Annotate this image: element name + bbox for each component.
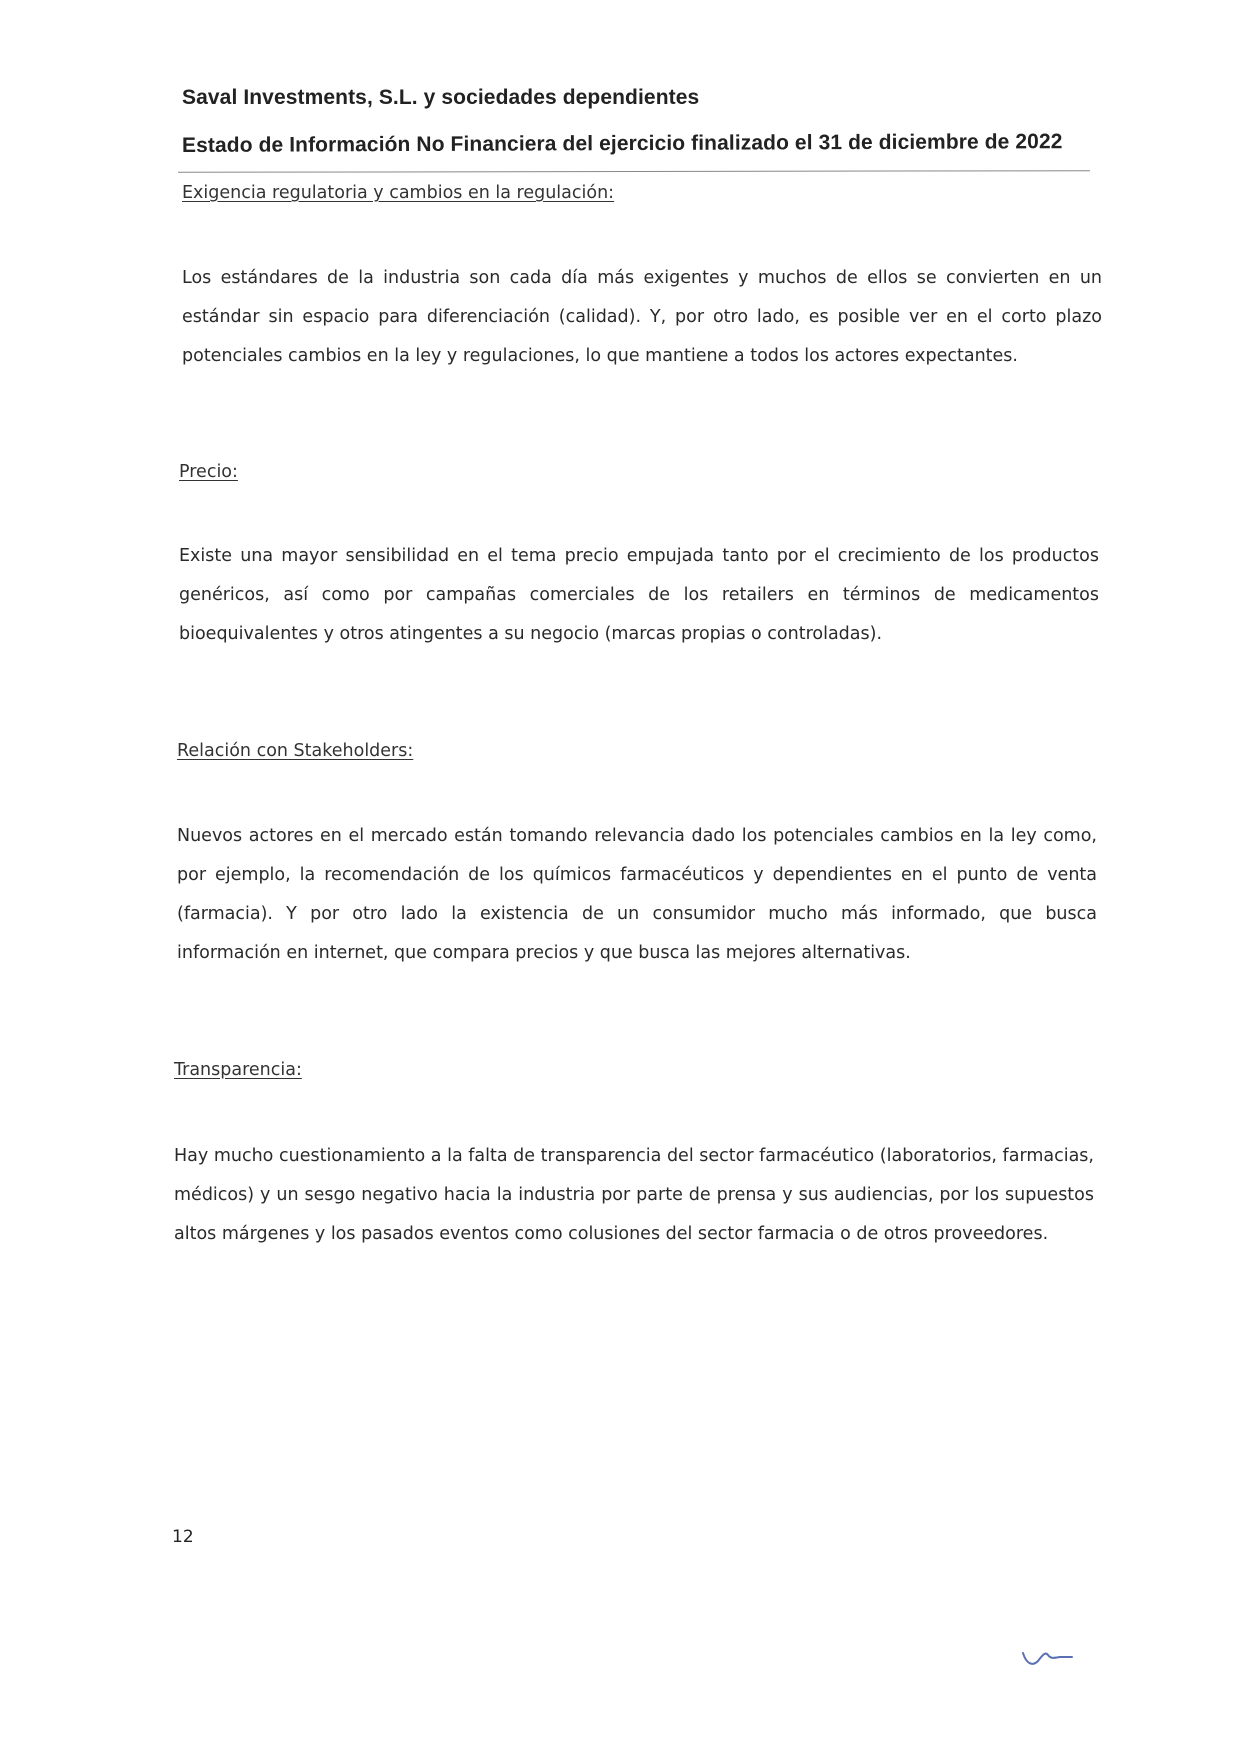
page-number: 12 bbox=[172, 1527, 194, 1547]
document-header bbox=[182, 86, 1092, 158]
handwritten-initials-icon bbox=[1020, 1645, 1080, 1675]
section-body: Hay mucho cuestionamiento a la falta de transparencia del sector farmacéutico (laboratorios, farmacias, médicos) y un sesgo negativo hacia la industria por parte de prensa y sus audiencias, por los supuestos altos márgenes y los pasados eventos como colusiones del sector farmacia o de otros proveedores. bbox=[174, 1146, 1094, 1244]
section-body: Existe una mayor sensibilidad en el tema precio empujada tanto por el crecimiento de los productos genéricos, así como por campañas comerciales de los retailers en términos de medicamentos bioequivalentes y otros atingentes a su negocio (marcas propias o controladas). bbox=[179, 546, 1099, 644]
section-price bbox=[179, 462, 1099, 644]
section-title: Relación con Stakeholders: bbox=[177, 741, 414, 761]
section-stakeholders bbox=[177, 741, 1097, 963]
section-body: Nuevos actores en el mercado están tomando relevancia dado los potenciales cambios en la ley como, por ejemplo, la recomendación de los químicos farmacéuticos y dependientes en el punto de venta (farmacia). Y por otro lado la existencia de un consumidor mucho más informado, que busca información en internet, que compara precios y que busca las mejores alternativas. bbox=[177, 826, 1097, 963]
report-title: Estado de Información No Financiera del ejercicio finalizado el 31 de diciembre de 2022 bbox=[181, 130, 1063, 157]
header-divider bbox=[178, 170, 1090, 173]
section-transparency bbox=[174, 1060, 1094, 1244]
company-name: Saval Investments, S.L. y sociedades dependientes bbox=[182, 86, 700, 109]
section-regulatory bbox=[182, 183, 1102, 366]
section-body: Los estándares de la industria son cada día más exigentes y muchos de ellos se convierten en un estándar sin espacio para diferenciación (calidad). Y, por otro lado, es posible ver en el corto plazo potenciales cambios en la ley y regulaciones, lo que mantiene a todos los actores expectantes. bbox=[182, 268, 1102, 366]
section-title: Transparencia: bbox=[174, 1060, 302, 1080]
section-title: Exigencia regulatoria y cambios en la regulación: bbox=[182, 183, 615, 203]
section-title: Precio: bbox=[179, 462, 238, 482]
